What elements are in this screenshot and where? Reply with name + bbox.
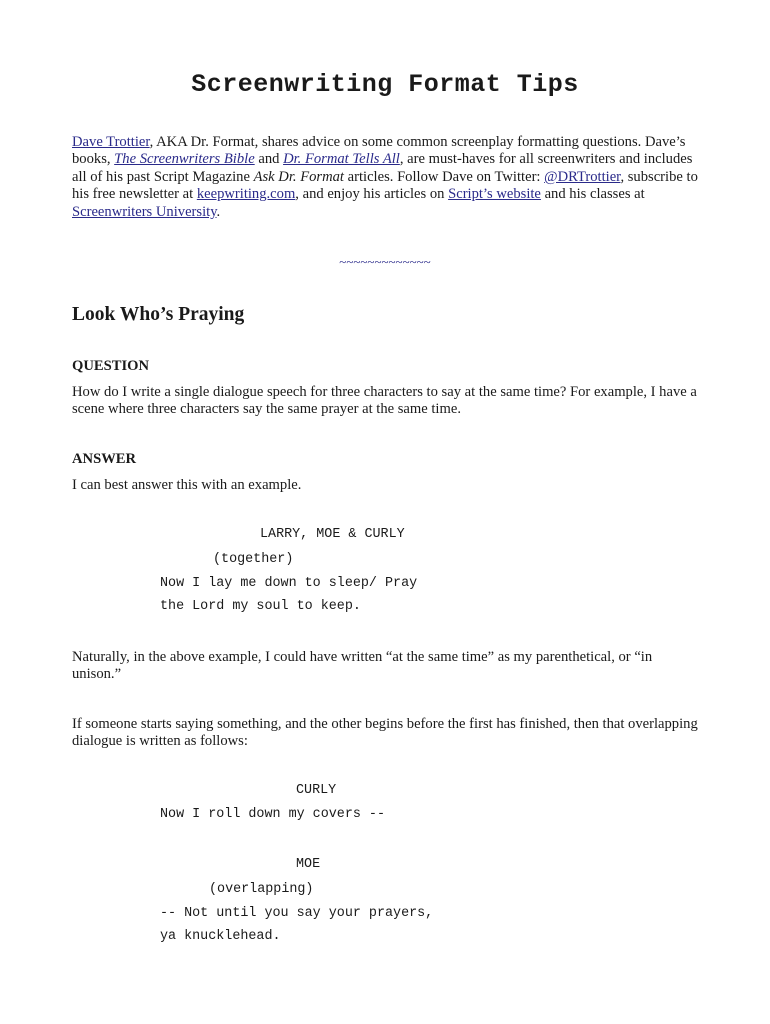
- character-name: LARRY, MOE & CURLY: [260, 527, 405, 542]
- answer-text: I can best answer this with an example.: [72, 477, 302, 493]
- author-link[interactable]: Dave Trottier: [72, 134, 150, 150]
- intro-text-4: articles. Follow Dave on Twitter:: [343, 168, 545, 185]
- intro-text-1: , AKA Dr. Format, shares advice on some common screenplay formatting questions. Dave’s books,: [72, 134, 686, 168]
- parenthetical: (together): [213, 552, 294, 567]
- dialogue-line: Now I lay me down to sleep/ Pray: [160, 576, 418, 591]
- intro-text-2: and: [254, 151, 284, 168]
- book-link-screenwriters-bible[interactable]: The Screenwriters Bible: [114, 151, 255, 168]
- body-paragraph: If someone starts saying something, and the other begins before the first has finished, then that overlapping dialogue is written as follows:: [72, 716, 698, 750]
- dialogue-line: Now I roll down my covers --: [160, 807, 385, 822]
- intro-text-5: , subscribe to his free newsletter at: [72, 168, 698, 203]
- question-text: How do I write a single dialogue speech for three characters to say at the same time? For example, I have a scene where three characters say the same prayer at the same time.: [72, 384, 697, 418]
- answer-label: ANSWER: [72, 451, 137, 467]
- character-name: MOE: [296, 857, 321, 872]
- body-paragraph: Naturally, in the above example, I could have written “at the same time” as my parenthetical, or “in unison.”: [72, 649, 653, 683]
- section-heading: Look Who’s Praying: [72, 304, 245, 325]
- dialogue-line: -- Not until you say your prayers,: [160, 906, 434, 921]
- intro-text-7: and his classes at: [540, 186, 645, 203]
- intro-paragraph: [72, 134, 702, 221]
- separator: ~~~~~~~~~~~~~: [339, 254, 431, 269]
- column-name: Ask Dr. Format: [253, 168, 344, 185]
- dialogue-line: the Lord my soul to keep.: [160, 599, 361, 614]
- parenthetical: (overlapping): [209, 882, 314, 897]
- newsletter-link[interactable]: keepwriting.com: [196, 186, 296, 203]
- intro-text-8: .: [216, 203, 221, 220]
- book-link-dr-format[interactable]: Dr. Format Tells All: [283, 151, 400, 168]
- screenwriters-university-link[interactable]: Screenwriters University: [72, 203, 217, 220]
- character-name: CURLY: [296, 783, 337, 798]
- twitter-link[interactable]: @DRTrottier: [544, 168, 621, 185]
- intro-text-3: , are must-haves for all screenwriters and includes all of his past Script Magazine: [72, 151, 693, 185]
- script-website-link[interactable]: Script’s website: [448, 186, 541, 203]
- question-label: QUESTION: [72, 358, 150, 374]
- page-title: Screenwriting Format Tips: [191, 70, 579, 99]
- dialogue-line: ya knucklehead.: [160, 929, 281, 944]
- intro-text-6: , and enjoy his articles on: [295, 186, 449, 203]
